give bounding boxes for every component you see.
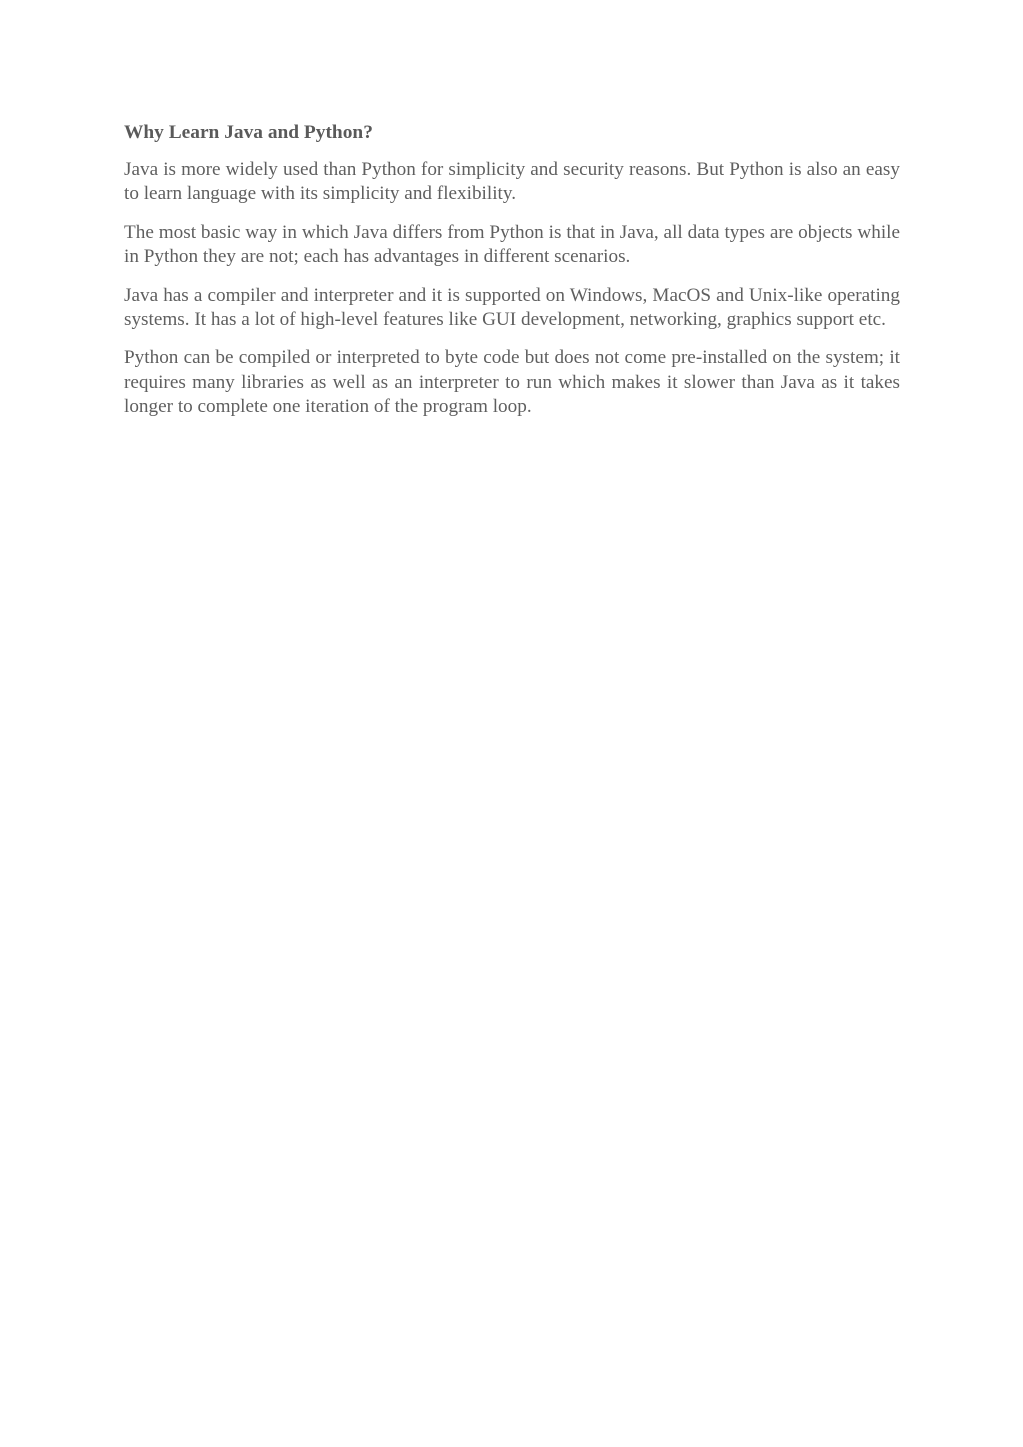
document-body <box>124 121 900 434</box>
paragraph-java-popularity: Java is more widely used than Python for simplicity and security reasons. But Python is also an easy to learn language with its simplicity and flexibility. <box>124 159 900 205</box>
paragraph-data-types: The most basic way in which Java differs from Python is that in Java, all data types are objects while in Python they are not; each has advantages in different scenarios. <box>124 221 900 268</box>
section-heading: Why Learn Java and Python? <box>124 122 373 143</box>
paragraph-python-execution: Python can be compiled or interpreted to byte code but does not come pre-installed on the system; it requires many libraries as well as an interpreter to run which makes it slower than Java as it takes longer to complete one iteration of the program loop. <box>124 347 900 418</box>
paragraph-java-features: Java has a compiler and interpreter and it is supported on Windows, MacOS and Unix-like operating systems. It has a lot of high-level features like GUI development, networking, graphics support etc. <box>124 284 900 331</box>
